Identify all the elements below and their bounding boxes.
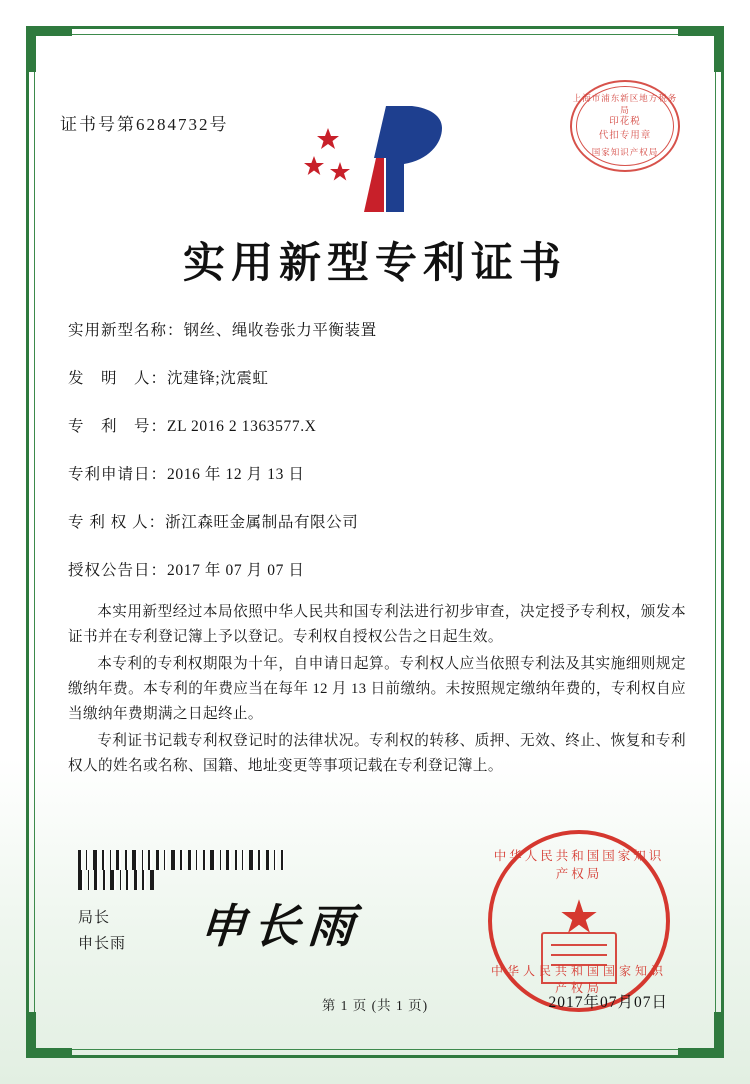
field-list: [68, 318, 690, 606]
field-row-patent-number: [68, 414, 690, 436]
field-value: 2016 年 12 月 13 日: [167, 466, 305, 483]
signature-block: [78, 905, 126, 957]
legal-text-block: [68, 600, 686, 781]
field-label: 专 利 号：: [68, 418, 168, 435]
field-label: 实用新型名称：: [68, 322, 184, 339]
paragraph-3: 专利证书记载专利权登记时的法律状况。专利权的转移、质押、无效、终止、恢复和专利权人的姓名或名称、国籍、地址变更等事项记载在专利登记簿上。: [68, 733, 686, 774]
barcode: [78, 850, 286, 870]
signature-name: 申长雨: [78, 936, 127, 952]
field-value: 浙江森旺金属制品有限公司: [165, 514, 359, 531]
page-footer: 第 1 页 (共 1 页): [321, 998, 429, 1013]
seal-arc-bottom: 中华人民共和国国家知识产权局: [490, 964, 667, 995]
tax-seal-line3: 代扣专用章: [598, 131, 652, 141]
field-row-patentee: [68, 510, 690, 532]
field-label: 授权公告日：: [68, 562, 168, 579]
paragraph-1: 本实用新型经过本局依照中华人民共和国专利法进行初步审查，决定授予专利权，颁发本证书并在专利登记簿上予以登记。专利权自授权公告之日起生效。: [68, 604, 686, 645]
field-label: 专利申请日：: [68, 466, 168, 483]
star-icon: ★: [558, 891, 600, 943]
tax-stamp-seal: [570, 80, 680, 172]
field-row-application-date: [68, 462, 690, 484]
field-value: 钢丝、绳收卷张力平衡装置: [183, 322, 377, 339]
signature-role: 局长: [78, 910, 111, 926]
seal-arc-top: 中华人民共和国国家知识产权局: [493, 849, 665, 881]
tax-seal-line4: 国家知识产权局: [591, 147, 659, 157]
field-row-grant-date: [68, 558, 690, 580]
certificate-content: [60, 60, 690, 1024]
field-label: 发 明 人：: [68, 370, 168, 387]
field-label: 专 利 权 人：: [68, 514, 166, 531]
handwritten-signature: 申长雨: [197, 901, 364, 952]
field-value: 2017 年 07 月 07 日: [167, 562, 305, 579]
tax-seal-line1: 上海市浦东新区地方税务局: [572, 93, 678, 115]
certificate-number: 证书号第6284732号: [60, 115, 229, 134]
field-row-inventor: [68, 366, 690, 388]
national-office-seal: [488, 830, 670, 1012]
paragraph-2: 本专利的专利权期限为十年，自申请日起算。专利权人应当依照专利法及其实施细则规定缴纳年费。本专利的年费应当在每年 12 月 13 日前缴纳。未按照规定缴纳年费的，专利权自应当缴纳年费期满之日起终止。: [68, 656, 686, 722]
field-value: 沈建锋;沈震虹: [167, 370, 269, 387]
field-row-utility-model-name: [68, 318, 690, 340]
field-value: ZL 2016 2 1363577.X: [167, 418, 317, 435]
tax-seal-line2: 印花税: [609, 117, 641, 127]
cnipa-logo-icon: [300, 100, 460, 215]
seal-date: 2017年07月07日: [548, 994, 668, 1011]
page-title: 实用新型专利证书: [182, 241, 567, 287]
